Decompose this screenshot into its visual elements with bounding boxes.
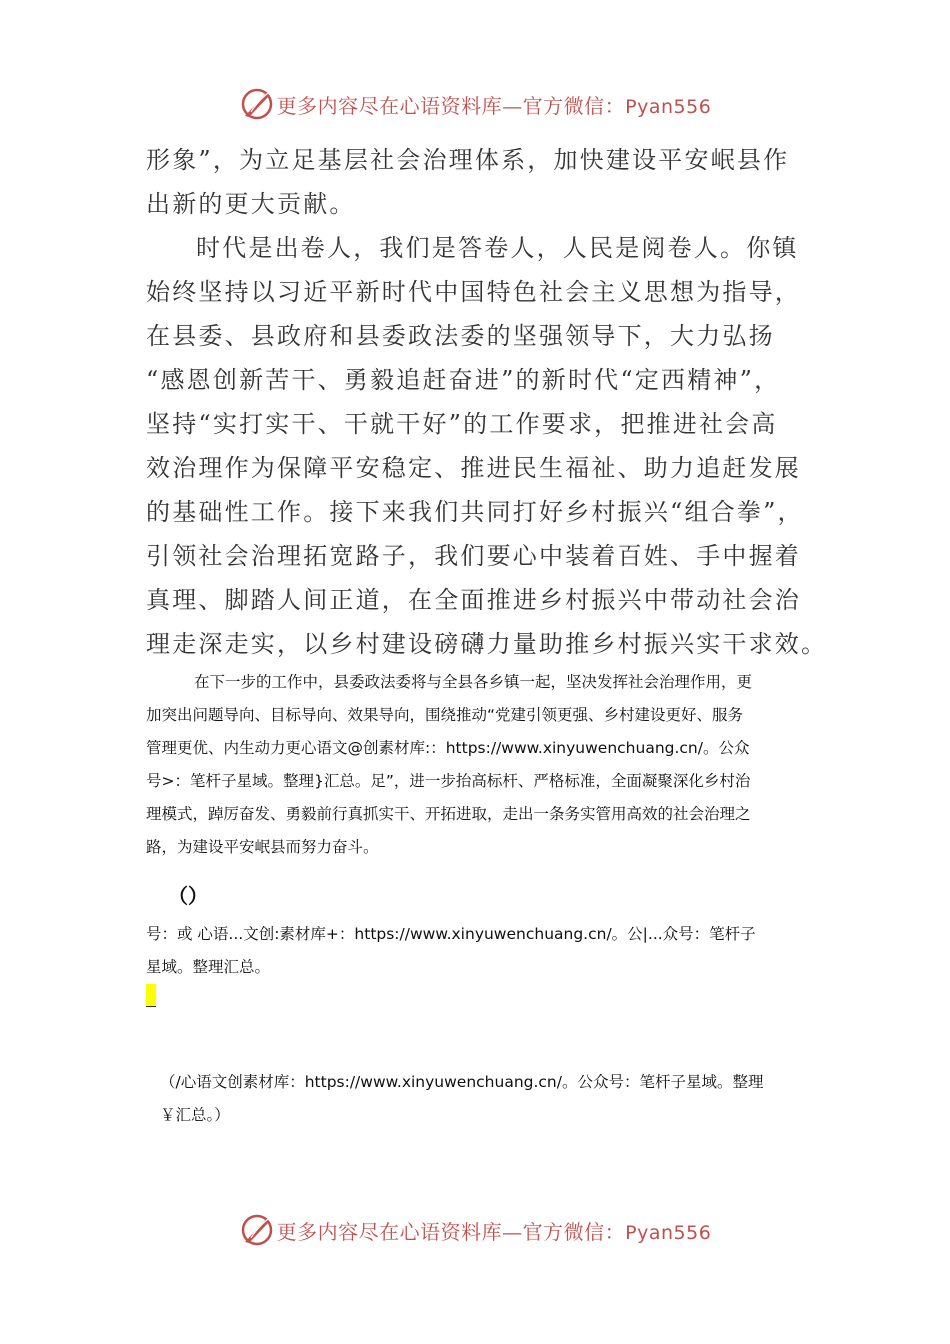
paragraph-2-line: 理走深走实，以乡村建设磅礴力量助推乡村振兴实干求效。 (146, 630, 828, 658)
paragraph-3-line: 管理更优、内生动力更心语文@创素材库:：https://www.xinyuwenchuang.cn/。公众 (146, 739, 750, 757)
paragraph-2-line: 效治理作为保障平安稳定、推进民生福祉、助力追赶发展 (146, 454, 801, 482)
paragraph-2-line: 时代是出卷人，我们是答卷人，人民是阅卷人。你镇 (196, 234, 799, 262)
note-1 (146, 918, 811, 984)
footer-banner-text: 更多内容尽在心语资料库—官方微信：Pyan556 (276, 1219, 712, 1244)
footer-banner (0, 1210, 950, 1250)
paragraph-2-line: 真理、脚踏人间正道，在全面推进乡村振兴中带动社会治 (146, 586, 801, 614)
note-2-line: ￥汇总。） (160, 1106, 230, 1124)
paragraph-3-line: 加突出问题导向、目标导向、效果导向，围绕推动“党建引领更强、乡村建设更好、服务 (146, 706, 744, 724)
paragraph-1-line: 出新的更大贡献。 (146, 190, 356, 218)
paragraph-2-line: 坚持“实打实干、干就干好”的工作要求，把推进社会高 (146, 410, 778, 438)
note-1-line: 星域。整理汇总。 (146, 958, 271, 976)
paragraph-3-line: 在下一步的工作中，县委政法委将与全县各乡镇一起，坚决发挥社会治理作用，更 (194, 673, 753, 691)
highlight-marker (146, 984, 156, 1007)
paragraph-3-line: 路，为建设平安岷县而努力奋斗。 (146, 838, 379, 856)
paragraph-2-line: 始终坚持以习近平新时代中国特色社会主义思想为指导， (146, 278, 801, 306)
paragraph-2-line: “感恩创新苦干、勇毅追赶奋进”的新时代“定西精神”， (146, 366, 781, 394)
note-2 (160, 1066, 825, 1132)
paragraph-3-line: 号>：笔杆子星域。整理}汇总。足”，进一步抬高标杆、严格标准，全面凝聚深化乡村治 (146, 772, 751, 790)
paragraph-1-line: 形象”，为立足基层社会治理体系，加快建设平安岷县作 (146, 146, 790, 174)
paragraph-2-line: 在县委、县政府和县委政法委的坚强领导下，大力弘扬 (146, 322, 775, 350)
header-banner-text: 更多内容尽在心语资料库—官方微信：Pyan556 (276, 93, 712, 118)
quill-logo-icon (239, 1212, 275, 1248)
quill-logo-icon (239, 86, 275, 122)
paragraph-2-line: 的基础性工作。接下来我们共同打好乡村振兴“组合拳”， (146, 498, 804, 526)
paragraph-1 (146, 138, 806, 226)
header-banner (0, 84, 950, 124)
empty-parentheses: （） (168, 884, 208, 908)
paragraph-2-line: 引领社会治理拓宽路子，我们要心中装着百姓、手中握着 (146, 542, 801, 570)
paragraph-2 (146, 226, 828, 666)
paragraph-3 (146, 666, 811, 864)
note-2-line: （/心语文创素材库：https://www.xinyuwenchuang.cn/。公众号：笔杆子星域。整理 (160, 1073, 764, 1091)
paragraph-3-line: 理模式，踔厉奋发、勇毅前行真抓实干、开拓进取，走出一条务实管用高效的社会治理之 (146, 805, 751, 823)
note-1-line: 号：或 心语...文创:素材库+：https://www.xinyuwenchuang.cn/。公|...众号：笔杆子 (146, 925, 756, 943)
